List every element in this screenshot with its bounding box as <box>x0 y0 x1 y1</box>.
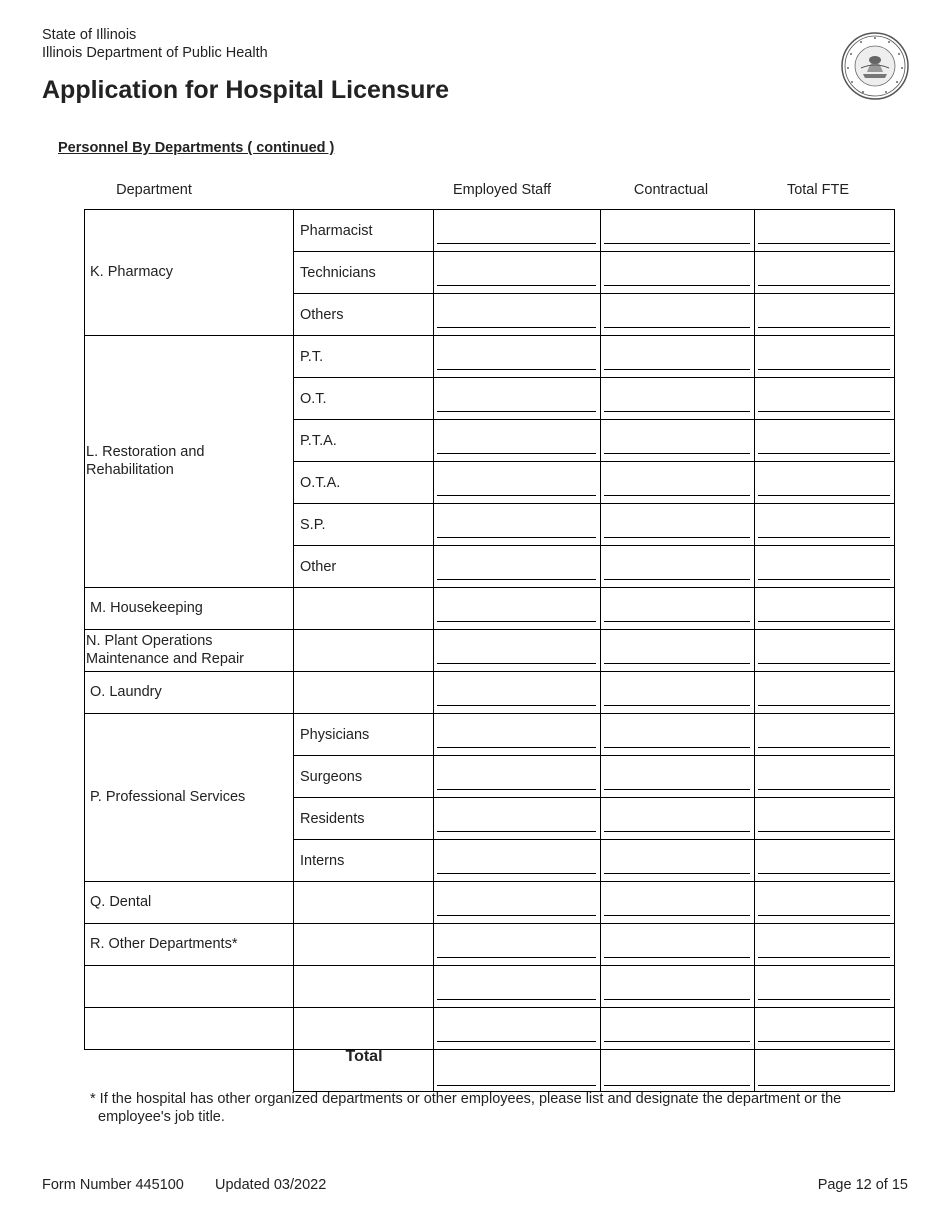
fill-in-line <box>604 243 750 244</box>
fill-in-line <box>437 453 596 454</box>
entry-cell[interactable] <box>754 335 895 378</box>
subcategory-label: Others <box>300 307 344 323</box>
subcategory-label: Pharmacist <box>300 223 373 239</box>
fill-in-line <box>758 1085 890 1086</box>
fill-in-line <box>758 789 890 790</box>
entry-cell[interactable] <box>754 881 895 924</box>
fill-in-line <box>437 789 596 790</box>
fill-in-line <box>604 285 750 286</box>
fill-in-line <box>437 243 596 244</box>
fill-in-line <box>437 705 596 706</box>
entry-cell[interactable] <box>433 545 601 588</box>
fill-in-line <box>758 915 890 916</box>
fill-in-line <box>604 999 750 1000</box>
updated-date: Updated 03/2022 <box>215 1177 327 1193</box>
entry-cell[interactable] <box>600 629 755 672</box>
entry-cell[interactable] <box>433 881 601 924</box>
fill-in-line <box>758 999 890 1000</box>
fill-in-line <box>758 873 890 874</box>
subcategory-label: P.T. <box>300 349 324 365</box>
entry-cell[interactable] <box>754 377 895 420</box>
fill-in-line <box>604 957 750 958</box>
entry-cell[interactable] <box>600 251 755 294</box>
subcategory-label: P.T.A. <box>300 433 337 449</box>
subcategory-label: Other <box>300 559 337 575</box>
entry-cell[interactable] <box>754 629 895 672</box>
fill-in-line <box>437 285 596 286</box>
footnote <box>90 1090 910 1126</box>
department-label: L. Restoration and Rehabilitation <box>86 443 205 478</box>
department-label: P. Professional Services <box>90 788 246 805</box>
entry-cell[interactable] <box>433 503 601 546</box>
fill-in-line <box>758 747 890 748</box>
state-seal-logo <box>841 32 909 100</box>
fill-in-line <box>437 369 596 370</box>
entry-cell[interactable] <box>600 503 755 546</box>
fill-in-line <box>604 1085 750 1086</box>
fill-in-line <box>758 243 890 244</box>
entry-cell[interactable] <box>433 839 601 882</box>
entry-cell[interactable] <box>754 293 895 336</box>
fill-in-line <box>604 495 750 496</box>
fill-in-line <box>604 747 750 748</box>
fill-in-line <box>437 621 596 622</box>
fill-in-line <box>604 327 750 328</box>
entry-cell[interactable] <box>600 377 755 420</box>
fill-in-line <box>437 495 596 496</box>
entry-cell[interactable] <box>433 755 601 798</box>
fill-in-line <box>604 789 750 790</box>
fill-in-line <box>604 705 750 706</box>
entry-cell[interactable] <box>754 251 895 294</box>
fill-in-line <box>437 873 596 874</box>
fill-in-line <box>604 537 750 538</box>
entry-cell[interactable] <box>600 293 755 336</box>
entry-cell[interactable] <box>754 587 895 630</box>
section-title: Personnel By Departments ( continued ) <box>58 140 335 156</box>
entry-cell[interactable] <box>600 797 755 840</box>
entry-cell[interactable] <box>754 713 895 756</box>
entry-cell[interactable] <box>600 545 755 588</box>
fill-in-line <box>758 369 890 370</box>
entry-cell[interactable] <box>754 755 895 798</box>
total-label: Total <box>345 1048 383 1065</box>
entry-cell[interactable] <box>433 965 601 1008</box>
fill-in-line <box>758 831 890 832</box>
entry-cell[interactable] <box>754 461 895 504</box>
subcategory-label: Physicians <box>300 727 370 743</box>
footnote-line-1: * If the hospital has other organized departments or other employees, please list and designate the department or the <box>90 1091 842 1107</box>
subcategory-label: Interns <box>300 853 345 869</box>
department-cell <box>84 965 294 1008</box>
entry-cell[interactable] <box>433 251 601 294</box>
entry-cell[interactable] <box>754 419 895 462</box>
fill-in-line <box>758 705 890 706</box>
fill-in-line <box>758 579 890 580</box>
fill-in-line <box>437 663 596 664</box>
subcategory-label: O.T. <box>300 391 327 407</box>
subcategory-cell <box>293 1007 434 1050</box>
fill-in-line <box>437 999 596 1000</box>
form-number: Form Number 445100 <box>42 1177 184 1193</box>
fill-in-line <box>758 1041 890 1042</box>
fill-in-line <box>437 579 596 580</box>
department-label: N. Plant Operations Maintenance and Repair <box>86 632 244 667</box>
fill-in-line <box>437 327 596 328</box>
fill-in-line <box>604 579 750 580</box>
column-header-contractual: Contractual <box>633 182 709 198</box>
entry-cell[interactable] <box>754 209 895 252</box>
entry-cell[interactable] <box>433 1007 601 1050</box>
subcategory-cell <box>293 881 434 924</box>
entry-cell[interactable] <box>433 629 601 672</box>
entry-cell[interactable] <box>600 335 755 378</box>
subcategory-label: S.P. <box>300 517 326 533</box>
entry-cell[interactable] <box>754 839 895 882</box>
page-title: Application for Hospital Licensure <box>42 76 449 104</box>
department-label: M. Housekeeping <box>90 599 203 616</box>
fill-in-line <box>758 621 890 622</box>
subcategory-cell <box>293 629 434 672</box>
subcategory-cell <box>293 587 434 630</box>
subcategory-label: O.T.A. <box>300 475 341 491</box>
page-number: Page 12 of 15 <box>817 1177 908 1193</box>
entry-cell[interactable] <box>433 713 601 756</box>
subcategory-cell <box>293 923 434 966</box>
fill-in-line <box>437 747 596 748</box>
entry-cell[interactable] <box>754 1007 895 1050</box>
fill-in-line <box>604 873 750 874</box>
fill-in-line <box>604 621 750 622</box>
subcategory-cell <box>293 671 434 714</box>
department-label: K. Pharmacy <box>90 263 173 280</box>
department-label: Q. Dental <box>90 893 152 910</box>
entry-cell[interactable] <box>600 713 755 756</box>
entry-cell[interactable] <box>754 503 895 546</box>
entry-cell[interactable] <box>754 545 895 588</box>
entry-cell[interactable] <box>433 377 601 420</box>
fill-in-line <box>758 411 890 412</box>
entry-cell[interactable] <box>433 419 601 462</box>
entry-cell[interactable] <box>600 587 755 630</box>
fill-in-line <box>758 957 890 958</box>
entry-cell[interactable] <box>754 923 895 966</box>
fill-in-line <box>758 327 890 328</box>
entry-cell[interactable] <box>600 671 755 714</box>
entry-cell[interactable] <box>600 755 755 798</box>
fill-in-line <box>604 915 750 916</box>
fill-in-line <box>604 453 750 454</box>
fill-in-line <box>437 915 596 916</box>
fill-in-line <box>437 1041 596 1042</box>
fill-in-line <box>758 537 890 538</box>
entry-cell[interactable] <box>433 671 601 714</box>
column-header-total-fte: Total FTE <box>786 182 850 198</box>
fill-in-line <box>758 663 890 664</box>
department-cell <box>84 1007 294 1050</box>
entry-cell[interactable] <box>600 209 755 252</box>
fill-in-line <box>758 285 890 286</box>
fill-in-line <box>758 495 890 496</box>
entry-cell[interactable] <box>600 1007 755 1050</box>
footnote-line-2: employee's job title. <box>98 1109 225 1125</box>
entry-cell[interactable] <box>600 419 755 462</box>
fill-in-line <box>437 537 596 538</box>
subcategory-label: Residents <box>300 811 365 827</box>
fill-in-line <box>437 1085 596 1086</box>
entry-cell[interactable] <box>433 797 601 840</box>
fill-in-line <box>758 453 890 454</box>
column-header-employed-staff: Employed Staff <box>452 182 552 198</box>
header-department: Illinois Department of Public Health <box>42 45 268 61</box>
entry-cell[interactable] <box>433 335 601 378</box>
fill-in-line <box>437 957 596 958</box>
entry-cell[interactable] <box>600 461 755 504</box>
entry-cell[interactable] <box>600 923 755 966</box>
entry-cell[interactable] <box>600 839 755 882</box>
subcategory-label: Surgeons <box>300 769 363 785</box>
entry-cell[interactable] <box>433 461 601 504</box>
entry-cell[interactable] <box>754 671 895 714</box>
entry-cell[interactable] <box>433 293 601 336</box>
entry-cell[interactable] <box>600 965 755 1008</box>
entry-cell[interactable] <box>433 923 601 966</box>
subcategory-cell <box>293 965 434 1008</box>
column-header-department: Department <box>116 182 192 198</box>
department-label: R. Other Departments* <box>90 935 238 952</box>
fill-in-line <box>604 369 750 370</box>
department-label: O. Laundry <box>90 683 162 700</box>
entry-cell[interactable] <box>433 209 601 252</box>
fill-in-line <box>604 1041 750 1042</box>
entry-cell[interactable] <box>600 881 755 924</box>
subcategory-label: Technicians <box>300 265 376 281</box>
fill-in-line <box>604 663 750 664</box>
entry-cell[interactable] <box>754 965 895 1008</box>
fill-in-line <box>604 831 750 832</box>
entry-cell[interactable] <box>754 797 895 840</box>
fill-in-line <box>437 831 596 832</box>
entry-cell[interactable] <box>433 587 601 630</box>
fill-in-line <box>604 411 750 412</box>
fill-in-line <box>437 411 596 412</box>
header-state: State of Illinois <box>42 27 137 43</box>
